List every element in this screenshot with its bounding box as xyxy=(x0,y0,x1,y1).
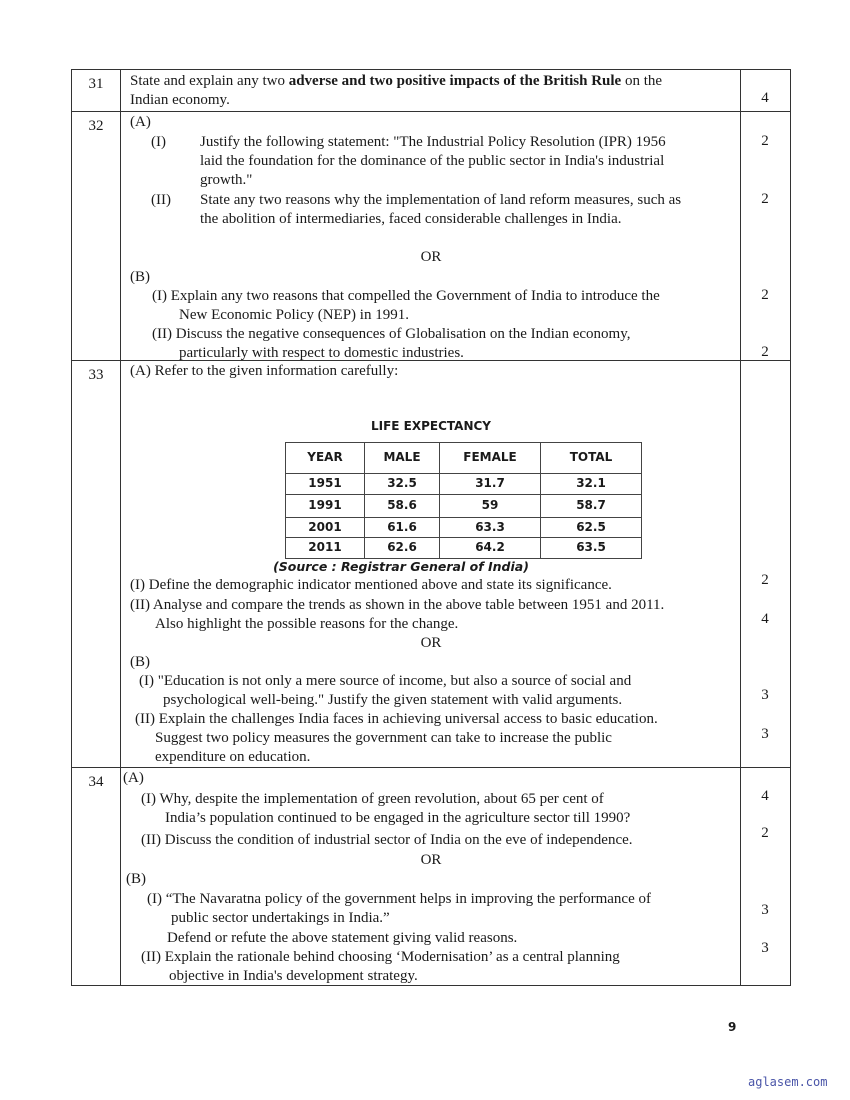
marks-cell xyxy=(741,361,789,767)
subpart-text: psychological well-being." Justify the given statement with valid arguments. xyxy=(163,692,623,708)
subpart-text: expenditure on education. xyxy=(155,749,311,765)
marks-value: 2 xyxy=(761,572,769,588)
subpart-text: public sector undertakings in India.” xyxy=(171,910,390,926)
question-row-31 xyxy=(72,70,790,111)
subpart-text: (II) Explain the rationale behind choosing ‘Modernisation’ as a central planning xyxy=(141,949,620,965)
question-row-32 xyxy=(72,111,790,360)
table-cell: 62.5 xyxy=(541,517,642,538)
question-number: 31 xyxy=(72,70,121,111)
question-row-33 xyxy=(72,360,790,767)
table-cell: 64.2 xyxy=(440,538,541,559)
option-b-label: (B) xyxy=(130,654,150,670)
table-row xyxy=(286,494,642,517)
table-row xyxy=(286,474,642,495)
table-cell: 63.5 xyxy=(541,538,642,559)
marks-value: 2 xyxy=(761,133,769,149)
table-header: MALE xyxy=(365,443,440,474)
bold-phrase: adverse and two positive impacts of the British Rule xyxy=(288,73,622,89)
table-row xyxy=(286,517,642,538)
subpart-text: (II) Discuss the condition of industrial sector of India on the eve of independence. xyxy=(141,832,633,848)
subpart-text: laid the foundation for the dominance of the public sector in India's industrial xyxy=(200,153,665,169)
table-cell: 2011 xyxy=(286,538,365,559)
subpart-text: Also highlight the possible reasons for the change. xyxy=(155,616,459,632)
marks-cell xyxy=(741,112,789,360)
subpart-text: (I) "Education is not only a mere source of income, but also a source of social and xyxy=(139,673,632,689)
table-header: FEMALE xyxy=(440,443,541,474)
table-cell: 31.7 xyxy=(440,474,541,495)
subpart-text: (II) Discuss the negative consequences of Globalisation on the Indian economy, xyxy=(152,326,631,342)
marks-value: 3 xyxy=(761,940,769,956)
subpart-text: State any two reasons why the implementation of land reform measures, such as xyxy=(200,192,682,208)
page-number: 9 xyxy=(728,1020,737,1034)
subpart-text: objective in India's development strategy. xyxy=(169,968,418,984)
table-cell: 1951 xyxy=(286,474,365,495)
subpart-text: (II) Analyse and compare the trends as shown in the above table between 1951 and 2011. xyxy=(130,597,665,613)
question-number: 34 xyxy=(72,768,121,985)
marks-value: 2 xyxy=(761,191,769,207)
table-header: YEAR xyxy=(286,443,365,474)
subpart-label: (II) xyxy=(151,192,171,208)
marks-value: 3 xyxy=(761,687,769,703)
marks-value: 2 xyxy=(761,825,769,841)
subpart-text: (I) Why, despite the implementation of green revolution, about 65 per cent of xyxy=(141,791,604,807)
table-title: LIFE EXPECTANCY xyxy=(370,419,491,433)
or-separator: OR xyxy=(420,852,442,868)
table-cell: 58.7 xyxy=(541,494,642,517)
table-cell: 63.3 xyxy=(440,517,541,538)
question-body xyxy=(121,361,741,767)
marks-value: 3 xyxy=(761,726,769,742)
marks-cell xyxy=(741,70,789,111)
or-separator: OR xyxy=(420,635,442,651)
subpart-text: growth." xyxy=(200,172,253,188)
subpart-text: India’s population continued to be engaged in the agriculture sector till 1990? xyxy=(165,810,631,826)
question-body xyxy=(121,112,741,360)
life-expectancy-table xyxy=(285,442,642,559)
table-cell: 58.6 xyxy=(365,494,440,517)
marks-cell xyxy=(741,768,789,985)
table-cell: 2001 xyxy=(286,517,365,538)
marks-value: 2 xyxy=(761,344,769,360)
question-number: 32 xyxy=(72,112,121,360)
subpart-text: the abolition of intermediaries, faced considerable challenges in India. xyxy=(200,211,622,227)
or-separator: OR xyxy=(420,249,442,265)
option-a-label: (A) xyxy=(123,770,144,786)
subpart-text: particularly with respect to domestic industries. xyxy=(179,345,464,361)
subpart-text: (I) Explain any two reasons that compelled the Government of India to introduce the xyxy=(152,288,660,304)
option-a-label: (A) xyxy=(130,114,151,130)
subpart-text: (II) Explain the challenges India faces in achieving universal access to basic education. xyxy=(135,711,658,727)
table-cell: 62.6 xyxy=(365,538,440,559)
subpart-text: Defend or refute the above statement giving valid reasons. xyxy=(167,930,518,946)
subpart-label: (I) xyxy=(151,134,166,150)
questions-table xyxy=(71,69,791,986)
question-text-line: Indian economy. xyxy=(130,92,230,108)
question-body xyxy=(121,768,741,985)
subpart-text: Justify the following statement: "The Industrial Policy Resolution (IPR) 1956 xyxy=(200,134,666,150)
option-b-label: (B) xyxy=(126,871,146,887)
table-cell: 1991 xyxy=(286,494,365,517)
question-body xyxy=(121,70,741,111)
watermark: aglasem.com xyxy=(748,1075,828,1089)
table-cell: 32.1 xyxy=(541,474,642,495)
table-header-row xyxy=(286,443,642,474)
subpart-text: (I) “The Navaratna policy of the government helps in improving the performance of xyxy=(147,891,651,907)
table-cell: 59 xyxy=(440,494,541,517)
subpart-text: (I) Define the demographic indicator mentioned above and state its significance. xyxy=(130,577,612,593)
marks-value: 4 xyxy=(761,611,769,627)
question-text-line: State and explain any two adverse and two positive impacts of the British Rule on the xyxy=(130,73,663,89)
table-source: (Source : Registrar General of India) xyxy=(273,559,529,574)
marks-value: 4 xyxy=(761,788,769,804)
table-cell: 61.6 xyxy=(365,517,440,538)
marks-value: 3 xyxy=(761,902,769,918)
table-cell: 32.5 xyxy=(365,474,440,495)
table-row xyxy=(286,538,642,559)
question-number: 33 xyxy=(72,361,121,767)
subpart-text: Suggest two policy measures the government can take to increase the public xyxy=(155,730,612,746)
question-row-34 xyxy=(72,767,790,985)
option-b-label: (B) xyxy=(130,269,150,285)
table-header: TOTAL xyxy=(541,443,642,474)
question-intro: (A) Refer to the given information carefully: xyxy=(130,363,399,379)
marks-value: 2 xyxy=(761,287,769,303)
marks-value: 4 xyxy=(761,90,769,106)
subpart-text: New Economic Policy (NEP) in 1991. xyxy=(179,307,409,323)
